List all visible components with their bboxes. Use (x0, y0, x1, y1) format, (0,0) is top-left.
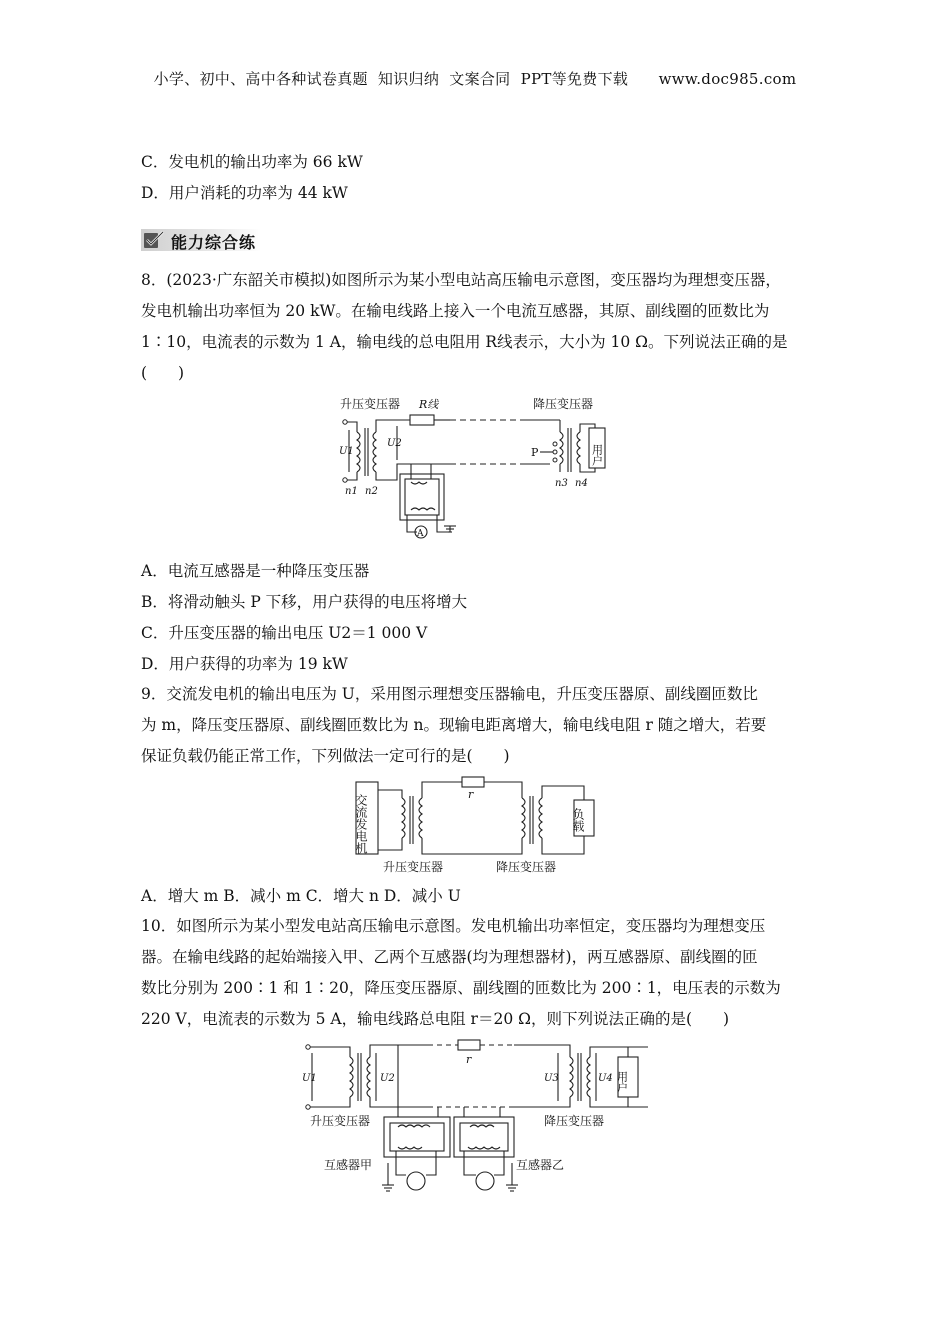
q9-fig-r-label: r (468, 788, 474, 801)
q10-fig-u4-label: U4 (598, 1073, 613, 1084)
section-title: 能力综合练 (171, 233, 257, 252)
q10-fig-u3-label: U3 (544, 1073, 559, 1084)
q10-fig-mutual-a-label: 互感器甲 (324, 1158, 373, 1172)
q10-fig-r-label: r (466, 1053, 472, 1066)
check-pencil-icon (143, 230, 165, 250)
q9-fig-load-label: 负载 (571, 808, 585, 832)
q8-fig-p-label: P (531, 446, 539, 459)
q8-option-a: A．电流互感器是一种降压变压器 (141, 562, 370, 580)
q9-options: A．增大 m B．减小 m C．增大 n D．减小 U (141, 887, 461, 905)
q8-fig-u1-label: U1 (339, 446, 354, 457)
q10-line-4: 220 V，电流表的示数为 5 A，输电线路总电阻 r＝20 Ω，则下列说法正确的是( ) (141, 1010, 730, 1028)
q10-fig-user-label: 用户 (615, 1071, 629, 1093)
q8-fig-n1-label: n1 (345, 486, 358, 497)
q8-fig-n3-label: n3 (555, 478, 568, 489)
q8-fig-step-down-label: 降压变压器 (533, 397, 594, 411)
q8-line-4: ( ) (141, 364, 185, 382)
q9-fig-generator-label: 交流发电机 (354, 794, 368, 854)
prev-option-d: D．用户消耗的功率为 44 kW (141, 184, 348, 202)
section-heading (141, 226, 261, 252)
q8-option-d: D．用户获得的功率为 19 kW (141, 655, 348, 673)
q8-line-2: 发电机输出功率恒为 20 kW。在输电线路上接入一个电流互感器，其原、副线圈的匝数比为 (141, 302, 770, 320)
q8-option-b: B．将滑动触头 P 下移，用户获得的电压将增大 (141, 593, 468, 611)
q9-circuit-diagram (350, 770, 610, 878)
page-header: 小学、初中、高中各种试卷真题 知识归纳 文案合同 PPT等免费下载 www.doc985.com (153, 70, 797, 88)
q9-fig-step-down-label: 降压变压器 (496, 860, 557, 874)
q8-fig-step-up-label: 升压变压器 (340, 397, 401, 411)
q8-fig-r-line-label: R线 (419, 398, 439, 411)
q9-line-1: 9．交流发电机的输出电压为 U，采用图示理想变压器输电，升压变压器原、副线圈匝数比 (141, 685, 758, 703)
q10-fig-u2-label: U2 (380, 1073, 395, 1084)
q8-fig-user-label: 用户 (590, 444, 604, 466)
q10-fig-step-down-label: 降压变压器 (544, 1114, 605, 1128)
q8-option-c: C．升压变压器的输出电压 U2＝1 000 V (141, 624, 428, 642)
q10-fig-u1-label: U1 (302, 1073, 317, 1084)
q8-fig-ammeter-label: A (417, 529, 424, 539)
q8-circuit-diagram (335, 392, 625, 552)
q10-line-2: 器。在输电线路的起始端接入甲、乙两个互感器(均为理想器材)，两互感器原、副线圈的匝 (141, 948, 758, 966)
q9-line-3: 保证负载仍能正常工作，下列做法一定可行的是( ) (141, 747, 510, 765)
q8-line-1: 8．(2023·广东韶关市模拟)如图所示为某小型电站高压输电示意图，变压器均为理想变压器， (141, 271, 781, 289)
q10-line-1: 10．如图所示为某小型发电站高压输电示意图。发电机输出功率恒定，变压器均为理想变压 (141, 917, 766, 935)
prev-option-c: C．发电机的输出功率为 66 kW (141, 153, 363, 171)
q8-fig-n2-label: n2 (365, 486, 378, 497)
q8-fig-u2-label: U2 (387, 438, 402, 449)
q8-line-3: 1∶10，电流表的示数为 1 A，输电线的总电阻用 R线表示，大小为 10 Ω。下列说法正确的是 (141, 333, 788, 351)
q10-line-3: 数比分别为 200∶1 和 1∶20，降压变压器原、副线圈的匝数比为 200∶1，电压表的示数为 (141, 979, 781, 997)
q10-circuit-diagram (298, 1035, 658, 1200)
q9-line-2: 为 m，降压变压器原、副线圈匝数比为 n。现输电距离增大，输电线电阻 r 随之增大，若要 (141, 716, 767, 734)
q8-fig-n4-label: n4 (575, 478, 588, 489)
q10-fig-mutual-b-label: 互感器乙 (516, 1158, 565, 1172)
q9-fig-step-up-label: 升压变压器 (383, 860, 444, 874)
q10-fig-step-up-label: 升压变压器 (310, 1114, 371, 1128)
